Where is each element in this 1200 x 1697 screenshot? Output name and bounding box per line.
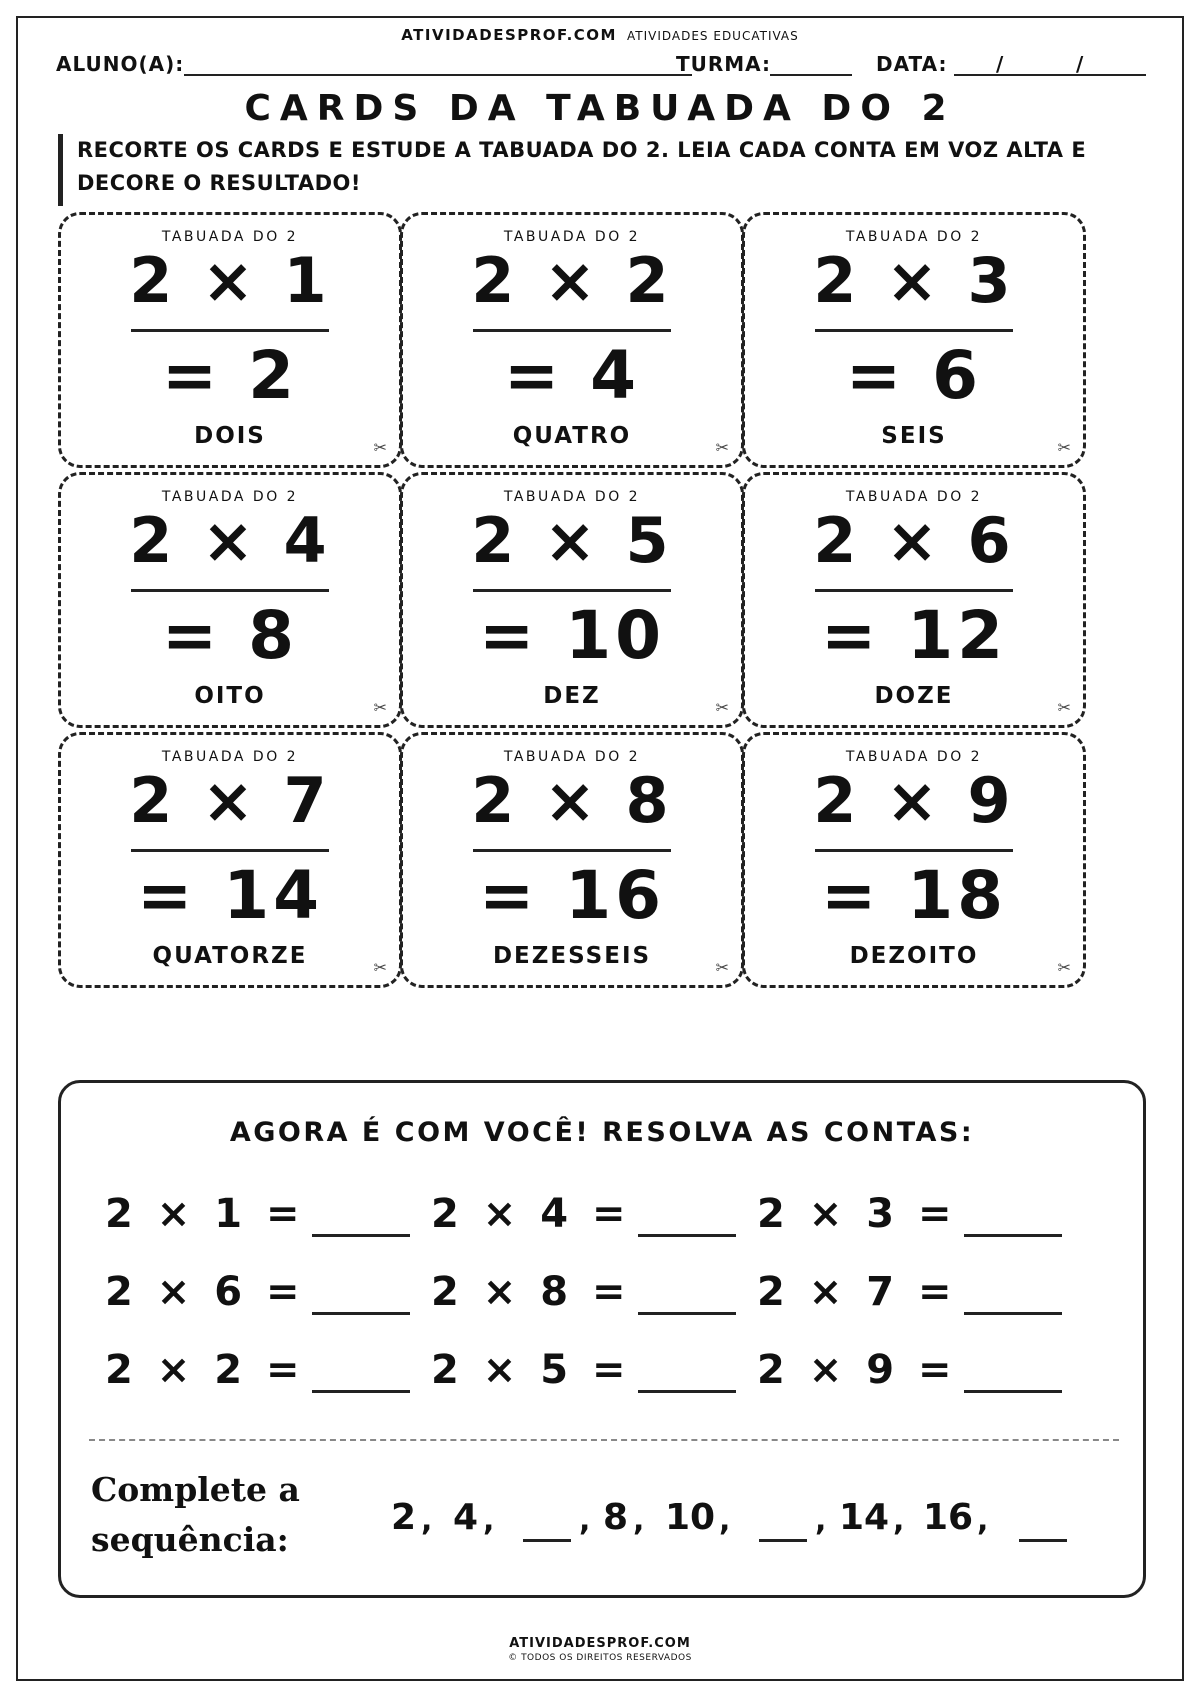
practice-equation: 2 × 8 =: [431, 1269, 631, 1315]
page-title: CARDS DA TABUADA DO 2: [244, 88, 956, 129]
student-name-field[interactable]: [184, 74, 692, 76]
student-name-label: ALUNO(A):: [56, 52, 185, 76]
card-rule: [131, 329, 329, 332]
card-rule: [815, 589, 1013, 592]
multiplication-card: [742, 472, 1086, 728]
practice-item: [431, 1191, 751, 1241]
practice-item: [431, 1269, 751, 1319]
sequence-blank[interactable]: [523, 1539, 571, 1542]
answer-blank[interactable]: [638, 1275, 736, 1315]
sequence-number: 2: [391, 1497, 417, 1538]
answer-blank[interactable]: [964, 1275, 1062, 1315]
practice-item: [105, 1347, 425, 1397]
card-rule: [131, 849, 329, 852]
card-result: = 16: [478, 857, 666, 934]
card-label: TABUADA DO 2: [503, 749, 641, 765]
practice-item: [105, 1269, 425, 1319]
card-word: OITO: [194, 683, 266, 709]
scissors-icon: ✂: [1057, 698, 1071, 717]
answer-blank[interactable]: [312, 1353, 410, 1393]
card-equation: 2 × 6: [813, 504, 1015, 577]
sequence-number: 8: [603, 1497, 629, 1538]
sequence-blank[interactable]: [759, 1539, 807, 1542]
card-rule: [473, 589, 671, 592]
card-equation: 2 × 3: [813, 244, 1015, 317]
multiplication-card: [400, 732, 744, 988]
card-label: TABUADA DO 2: [161, 489, 299, 505]
answer-blank[interactable]: [964, 1353, 1062, 1393]
site-name: ATIVIDADESPROF.COM: [401, 26, 617, 44]
answer-blank[interactable]: [638, 1353, 736, 1393]
card-word: QUATORZE: [152, 943, 308, 969]
card-result: = 2: [161, 337, 299, 414]
card-label: TABUADA DO 2: [503, 229, 641, 245]
sequence-number: 14: [839, 1497, 890, 1538]
practice-item: [757, 1347, 1077, 1397]
card-result: = 12: [820, 597, 1008, 674]
card-equation: 2 × 8: [471, 764, 673, 837]
card-label: TABUADA DO 2: [845, 229, 983, 245]
card-result: = 8: [161, 597, 299, 674]
sequence-number: 16: [923, 1497, 974, 1538]
practice-equation: 2 × 5 =: [431, 1347, 631, 1393]
scissors-icon: ✂: [1057, 438, 1071, 457]
card-result: = 10: [478, 597, 666, 674]
practice-title: AGORA É COM VOCÊ! RESOLVA AS CONTAS:: [229, 1117, 975, 1148]
practice-item: [757, 1191, 1077, 1241]
card-result: = 6: [845, 337, 983, 414]
answer-blank[interactable]: [312, 1197, 410, 1237]
practice-panel: [58, 1080, 1146, 1598]
student-info-line: [56, 52, 1146, 80]
card-word: DOIS: [194, 423, 266, 449]
card-equation: 2 × 5: [471, 504, 673, 577]
practice-equation: 2 × 4 =: [431, 1191, 631, 1237]
multiplication-card: [742, 212, 1086, 468]
multiplication-card: [400, 212, 744, 468]
scissors-icon: ✂: [373, 698, 387, 717]
card-rule: [131, 589, 329, 592]
class-field[interactable]: [770, 74, 852, 76]
card-equation: 2 × 4: [129, 504, 331, 577]
card-word: QUATRO: [512, 423, 632, 449]
card-rule: [815, 329, 1013, 332]
class-label: TURMA:: [676, 52, 772, 76]
card-equation: 2 × 9: [813, 764, 1015, 837]
card-word: DEZESSEIS: [492, 943, 652, 969]
card-label: TABUADA DO 2: [845, 749, 983, 765]
practice-equation: 2 × 6 =: [105, 1269, 305, 1315]
answer-blank[interactable]: [638, 1197, 736, 1237]
sequence-blank[interactable]: [1019, 1539, 1067, 1542]
sequence-separator: ,: [815, 1503, 827, 1538]
card-word: DEZ: [543, 683, 601, 709]
practice-equation: 2 × 3 =: [757, 1191, 957, 1237]
sequence-separator: ,: [719, 1503, 731, 1538]
card-equation: 2 × 2: [471, 244, 673, 317]
scissors-icon: ✂: [715, 698, 729, 717]
practice-equation: 2 × 9 =: [757, 1347, 957, 1393]
practice-item: [757, 1269, 1077, 1319]
sequence-separator: ,: [483, 1503, 495, 1538]
multiplication-card: [742, 732, 1086, 988]
multiplication-card: [58, 732, 402, 988]
card-word: DOZE: [874, 683, 954, 709]
sequence-label: [91, 1465, 300, 1565]
scissors-icon: ✂: [373, 958, 387, 977]
practice-divider: [89, 1439, 1119, 1441]
card-result: = 18: [820, 857, 1008, 934]
scissors-icon: ✂: [373, 438, 387, 457]
card-label: TABUADA DO 2: [161, 229, 299, 245]
practice-item: [431, 1347, 751, 1397]
card-equation: 2 × 7: [129, 764, 331, 837]
card-rule: [815, 849, 1013, 852]
sequence-separator: ,: [579, 1503, 591, 1538]
sequence-number: 10: [665, 1497, 716, 1538]
date-label: DATA:: [876, 52, 948, 76]
footer-rights: © TODOS OS DIREITOS RESERVADOS: [508, 1653, 692, 1663]
multiplication-card: [58, 212, 402, 468]
scissors-icon: ✂: [1057, 958, 1071, 977]
sequence-separator: ,: [893, 1503, 905, 1538]
multiplication-card: [58, 472, 402, 728]
card-label: TABUADA DO 2: [845, 489, 983, 505]
scissors-icon: ✂: [715, 958, 729, 977]
card-word: DEZOITO: [849, 943, 979, 969]
practice-equation: 2 × 2 =: [105, 1347, 305, 1393]
footer-site: ATIVIDADESPROF.COM: [509, 1636, 691, 1651]
card-result: = 14: [136, 857, 324, 934]
sequence-label-line2: sequência:: [91, 1520, 289, 1559]
card-label: TABUADA DO 2: [161, 749, 299, 765]
practice-item: [105, 1191, 425, 1241]
practice-equation: 2 × 7 =: [757, 1269, 957, 1315]
answer-blank[interactable]: [312, 1275, 410, 1315]
card-word: SEIS: [881, 423, 947, 449]
card-equation: 2 × 1: [129, 244, 331, 317]
sequence-separator: ,: [421, 1503, 433, 1538]
practice-equation: 2 × 1 =: [105, 1191, 305, 1237]
sequence-separator: ,: [977, 1503, 989, 1538]
card-rule: [473, 849, 671, 852]
instruction-text: RECORTE OS CARDS E ESTUDE A TABUADA DO 2. LEIA CADA CONTA EM VOZ ALTA E DECORE O RESULTADO!: [58, 134, 1138, 206]
multiplication-card: [400, 472, 744, 728]
card-label: TABUADA DO 2: [503, 489, 641, 505]
card-result: = 4: [503, 337, 641, 414]
scissors-icon: ✂: [715, 438, 729, 457]
sequence-separator: ,: [633, 1503, 645, 1538]
sequence-number: 4: [453, 1497, 479, 1538]
footer: [0, 1636, 1200, 1663]
answer-blank[interactable]: [964, 1197, 1062, 1237]
sequence-row: [391, 1497, 1131, 1547]
card-rule: [473, 329, 671, 332]
site-subtitle: ATIVIDADES EDUCATIVAS: [626, 29, 799, 43]
sequence-label-line1: Complete a: [91, 1470, 300, 1509]
site-header: [0, 26, 1200, 44]
date-slashes: / /: [996, 52, 1085, 76]
